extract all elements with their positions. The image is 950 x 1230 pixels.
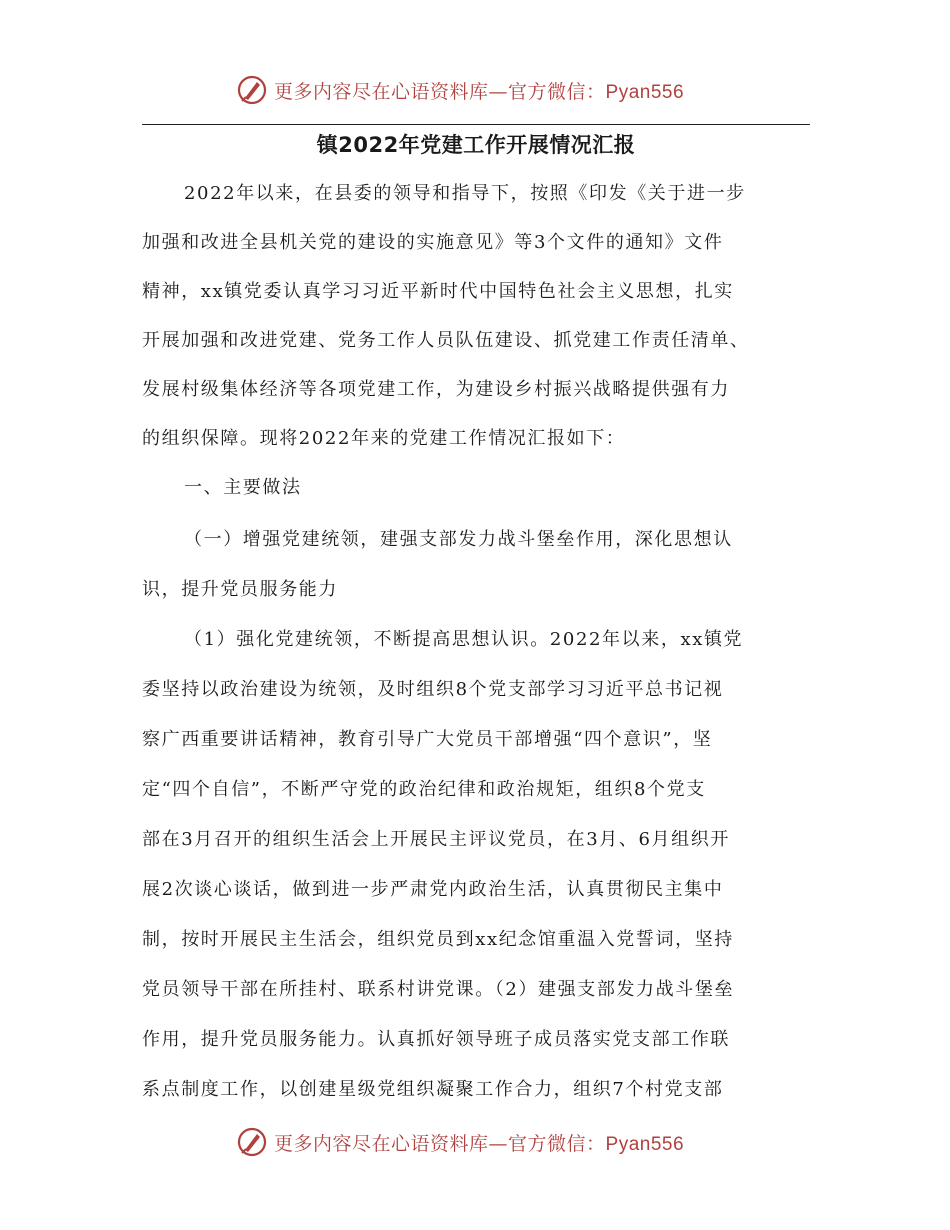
paragraph-line: 部在3月召开的组织生活会上开展民主评议党员，在3月、6月组织开 — [142, 829, 730, 850]
section-heading: 一、主要做法 — [184, 477, 302, 498]
paragraph-line: 系点制度工作，以创建星级党组织凝聚工作合力，组织7个村党支部 — [142, 1079, 724, 1100]
paragraph-line: 的组织保障。现将2022年来的党建工作情况汇报如下： — [142, 428, 626, 449]
watermark-banner-top — [0, 70, 950, 110]
watermark-banner-bottom — [0, 1122, 950, 1162]
wechat-id: Pyan556 — [605, 1133, 685, 1155]
pen-quill-icon — [236, 1126, 268, 1158]
subsection-heading: （一）增强党建统领，建强支部发力战斗堡垒作用，深化思想认 — [184, 529, 733, 550]
paragraph-line: 制，按时开展民主生活会，组织党员到xx纪念馆重温入党誓词，坚持 — [142, 929, 734, 950]
paragraph-line: （1）强化党建统领，不断提高思想认识。2022年以来，xx镇党 — [184, 629, 744, 650]
paragraph-line: 识，提升党员服务能力 — [142, 579, 338, 600]
paragraph-line: 2022年以来，在县委的领导和指导下，按照《印发《关于进一步 — [184, 183, 746, 204]
paragraph-line: 定“四个自信”，不断严守党的政治纪律和政治规矩，组织8个党支 — [142, 779, 706, 800]
pen-quill-icon — [236, 74, 268, 106]
paragraph-line: 开展加强和改进党建、党务工作人员队伍建设、抓党建工作责任清单、 — [142, 330, 750, 351]
paragraph-line: 作用，提升党员服务能力。认真抓好领导班子成员落实党支部工作联 — [142, 1029, 730, 1050]
paragraph-line: 发展村级集体经济等各项党建工作，为建设乡村振兴战略提供强有力 — [142, 379, 730, 400]
watermark-text: 更多内容尽在心语资料库—官方微信：Pyan556 — [274, 1132, 685, 1155]
watermark-text: 更多内容尽在心语资料库—官方微信：Pyan556 — [274, 80, 685, 103]
paragraph-line: 察广西重要讲话精神，教育引导广大党员干部增强“四个意识”，坚 — [142, 729, 713, 750]
paragraph-line: 展2次谈心谈话，做到进一步严肃党内政治生活，认真贯彻民主集中 — [142, 879, 724, 900]
wechat-id: Pyan556 — [605, 81, 685, 103]
paragraph-line: 党员领导干部在所挂村、联系村讲党课。（2）建强支部发力战斗堡垒 — [142, 979, 735, 1000]
paragraph-line: 加强和改进全县机关党的建设的实施意见》等3个文件的通知》文件 — [142, 232, 724, 253]
paragraph-line: 委坚持以政治建设为统领，及时组织8个党支部学习习近平总书记视 — [142, 679, 724, 700]
paragraph-line: 精神，xx镇党委认真学习习近平新时代中国特色社会主义思想，扎实 — [142, 281, 734, 302]
header-divider — [142, 124, 810, 125]
document-title: 镇2022年党建工作开展情况汇报 — [316, 133, 636, 157]
